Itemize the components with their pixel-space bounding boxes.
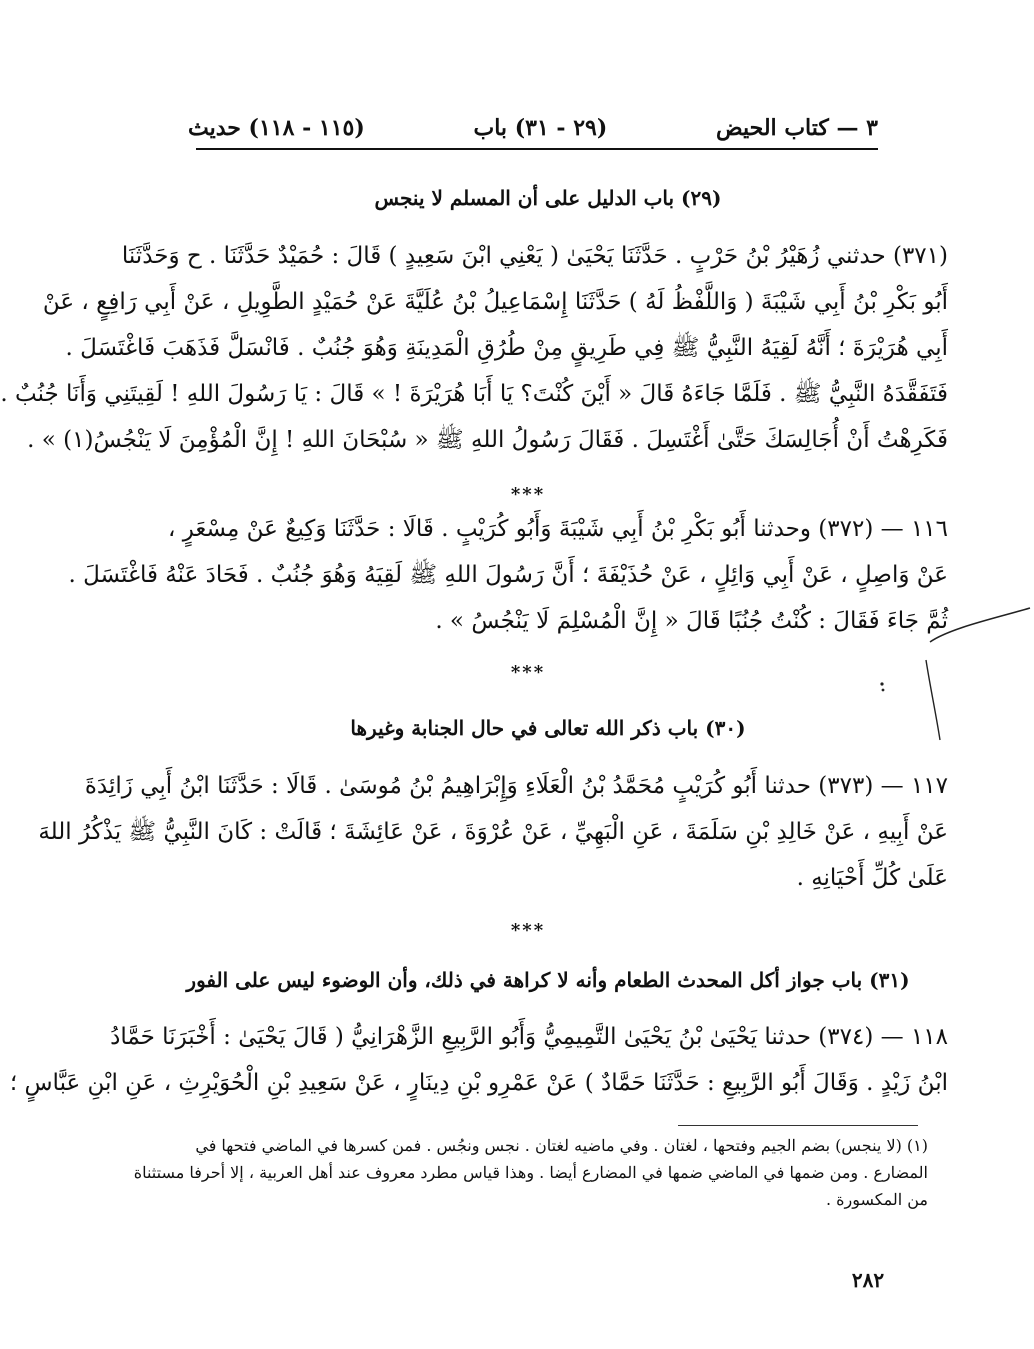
text-line: ١١٦ — (٣٧٢) وحدثنا أَبُو بَكْرِ بْنُ أَبِي شَيْبَةَ وَأَبُو كُرَيْبٍ . قَالَا : حَدَّثَنَا وَكِيعٌ عَنْ مِسْعَرٍ ، bbox=[168, 516, 948, 542]
footnote-line: (١) (لا ينجس) بضم الجيم وفتحها ، لغتان . وفي ماضيه لغتان . نجس ونجُس . فمن كسرها في الماضي فتحها في bbox=[195, 1136, 928, 1155]
footnote-rule bbox=[678, 1125, 918, 1126]
header-hadith-range: (١١٥ - ١١٨) حديث bbox=[188, 115, 365, 141]
chapter-heading: (٣٠) باب ذكر الله تعالى في حال الجنابة وغيرها bbox=[350, 716, 746, 740]
page-number: ٢٨٢ bbox=[851, 1268, 885, 1292]
text-line: أَبِي هُرَيْرَةَ ؛ أَنَّهُ لَقِيَهُ النَّبِيُّ ﷺ فِي طَرِيقٍ مِنْ طُرُقِ الْمَدِينَةِ وَهُوَ جُنُبٌ . فَانْسَلَّ فَذَهَبَ فَاغْتَسَلَ . bbox=[65, 335, 948, 361]
footnote-line: من المكسورة . bbox=[825, 1190, 928, 1209]
running-header bbox=[188, 108, 878, 148]
text-line: فَكَرِهْتُ أَنْ أُجَالِسَكَ حَتَّىٰ أَغْتَسِلَ . فَقَالَ رَسُولُ اللهِ ﷺ « سُبْحَانَ اللهِ ! إِنَّ الْمُؤْمِنَ لَا يَنْجُسُ(١) » . bbox=[27, 427, 948, 453]
footnote bbox=[133, 1132, 928, 1213]
hadith-117 bbox=[38, 763, 948, 901]
chapter-heading: (٣١) باب جواز أكل المحدث الطعام وأنه لا كراهة في ذلك، وأن الوضوء ليس على الفور bbox=[186, 968, 910, 992]
text-line: ١١٧ — (٣٧٣) حدثنا أَبُو كُرَيْبٍ مُحَمَّدُ بْنُ الْعَلَاءِ وَإِبْرَاهِيمُ بْنُ مُوسَىٰ . قَالَا : حَدَّثَنَا ابْنُ أَبِي زَائِدَةَ bbox=[84, 773, 948, 799]
text-line: عَلَىٰ كُلِّ أَحْيَانِهِ . bbox=[796, 865, 948, 891]
section-separator: *** bbox=[510, 920, 546, 941]
text-line: (٣٧١) حدثني زُهَيْرُ بْنُ حَرْبٍ . حَدَّثَنَا يَحْيَىٰ ( يَعْنِي ابْنَ سَعِيدٍ ) قَالَ : حُمَيْدٌ حَدَّثَنَا . ح وَحَدَّثَنَا bbox=[121, 243, 948, 269]
header-book-title: ٣ — كتاب الحيض bbox=[716, 115, 878, 141]
header-rule bbox=[196, 148, 878, 150]
hadith-116 bbox=[68, 506, 948, 644]
footnote-line: المضارع . ومن ضمها في الماضي ضمها في المضارع أيضا . وهذا قياس مطرد معروف عند أهل العربية ، إلا أحرفا مستثناة bbox=[133, 1163, 928, 1182]
text-line: عَنْ وَاصِلٍ ، عَنْ أَبِي وَائِلٍ ، عَنْ حُذَيْفَةَ ؛ أَنَّ رَسُولَ اللهِ ﷺ لَقِيَهُ وَهُوَ جُنُبٌ . فَحَادَ عَنْهُ فَاغْتَسَلَ . bbox=[68, 562, 948, 588]
section-separator: *** bbox=[510, 484, 546, 505]
section-separator: *** bbox=[510, 662, 546, 683]
chapter-heading: (٢٩) باب الدليل على أن المسلم لا ينجس bbox=[374, 186, 722, 210]
hadith-118 bbox=[9, 1014, 948, 1106]
text-line: فَتَفَقَّدَهُ النَّبِيُّ ﷺ . فَلَمَّا جَاءَهُ قَالَ « أَيْنَ كُنْتَ؟ يَا أَبَا هُرَيْرَةَ ! » قَالَ : يَا رَسُولَ اللهِ ! لَقِيتَنِي وَأَنَا جُنُبٌ . bbox=[0, 381, 948, 407]
text-line: عَنْ أَبِيهِ ، عَنْ خَالِدِ بْنِ سَلَمَةَ ، عَنِ الْبَهِيِّ ، عَنْ عُرْوَةَ ، عَنْ عَائِشَةَ ؛ قَالَتْ : كَانَ النَّبِيُّ ﷺ يَذْكُرُ اللهَ bbox=[38, 819, 948, 845]
hadith-115 bbox=[0, 233, 948, 463]
margin-pen-mark bbox=[878, 590, 1034, 750]
text-line: ابْنُ زَيْدٍ . وَقَالَ أَبُو الرَّبِيعِ : حَدَّثَنَا حَمَّادٌ ) عَنْ عَمْرِو بْنِ دِينَارٍ ، عَنْ سَعِيدِ بْنِ الْحُوَيْرِثِ ، عَنِ ابْنِ عَبَّاسٍ ؛ bbox=[9, 1070, 948, 1096]
header-chapter-range: (٢٩ - ٣١) باب bbox=[473, 115, 608, 141]
text-line: ١١٨ — (٣٧٤) حدثنا يَحْيَىٰ بْنُ يَحْيَىٰ التَّمِيمِيُّ وَأَبُو الرَّبِيعِ الزَّهْرَانِيُّ ( قَالَ يَحْيَىٰ : أَخْبَرَنَا حَمَّادُ bbox=[110, 1024, 948, 1050]
text-line: أَبُو بَكْرِ بْنُ أَبِي شَيْبَةَ ( وَاللَّفْظُ لَهُ ) حَدَّثَنَا إِسْمَاعِيلُ بْنُ عُلَيَّةَ عَنْ حُمَيْدٍ الطَّوِيلِ ، عَنْ أَبِي رَافِعٍ ، عَنْ bbox=[42, 289, 948, 315]
text-line: ثُمَّ جَاءَ فَقَالَ : كُنْتُ جُنُبًا قَالَ « إِنَّ الْمُسْلِمَ لَا يَنْجُسُ » . bbox=[435, 608, 948, 634]
